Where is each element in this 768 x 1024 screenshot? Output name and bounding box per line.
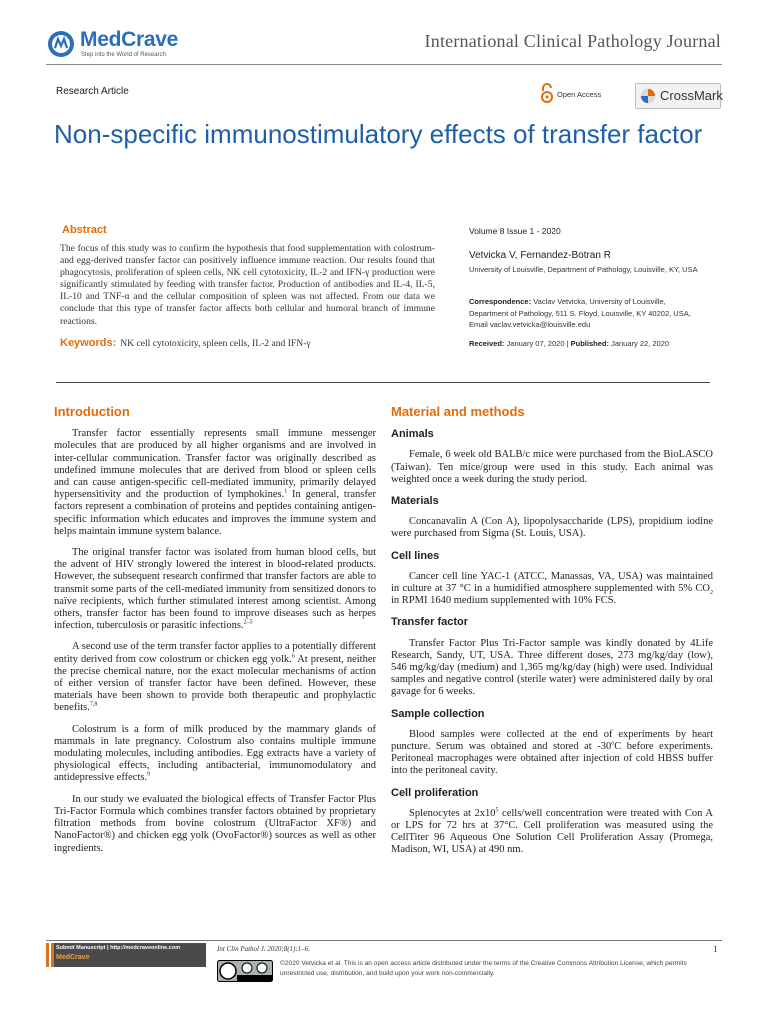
- materials-heading: Materials: [391, 495, 439, 508]
- published-date: January 22, 2020: [611, 339, 670, 348]
- authors: Vetvicka V, Fernandez-Botran R: [469, 250, 611, 261]
- date-separator: |: [566, 339, 569, 348]
- submit-manuscript-link[interactable]: [46, 943, 206, 967]
- logo-name: MedCrave: [80, 28, 178, 51]
- citation-ref[interactable]: 7,8: [89, 701, 98, 708]
- intro-paragraph-4: Colostrum is a form of milk produced by the mammary glands of mammals in late pregnancy. Colostrum also contains multiple immune modulating molecules, including antibodies. Egg extracts have a variety of physiological effects, including antibacterial, immunomodulatory and antidepressive effects.$^9$: [54, 723, 376, 784]
- sample-collection-heading: Sample collection: [391, 707, 485, 720]
- stripes-decoration: [46, 943, 54, 967]
- footer-logo: MedCrave: [56, 954, 90, 961]
- sample-collection-text: Blood samples were collected at the end of experiments by heart puncture. Serum was obtained and stored at -30$^o$C before experiments. Peritoneal macrophages were obtained after injection of cold HBSS buffer into the peritoneal cavity.: [391, 728, 713, 777]
- cell-proliferation-heading: Cell proliferation: [391, 786, 479, 799]
- abstract-text: The focus of this study was to confirm the hypothesis that food supplementation with colostrum- and egg-derived transfer factor can positively influence immune reaction. Our results found that phagocytosis, proliferation of spleen cells, NK cell cytotoxicity, IL-2 and IFN-γ production were significantly stimulated by feeding with transfer factor. Production of antibodies and IL-4, IL-5, IL-10 and TNF-α and the cellular composition of spleen was not affected. From our data we conclude that this type of transfer factor affects both cellular and humoral branch of immune reactions.: [60, 243, 435, 327]
- citation-ref[interactable]: 9: [147, 771, 151, 778]
- cell-proliferation-text: Splenocytes at $2x10^5$ cells/well concentration were treated with Con A or LPS for 72 hrs at 37°C. Cell proliferation was measured using the CellTiter 96 Aqueous One Solution Cell Proliferation Assay (Promega, Madison, WI, USA) at 490 nm.: [391, 807, 713, 856]
- animals-text: Female, 6 week old BALB/c mice were purchased from the BioLASCO (Taiwan). Ten mice/group were used in this study. Each animal was weighted once a week during the study period.: [391, 449, 713, 485]
- medcrave-logo[interactable]: [46, 27, 246, 67]
- logo-tagline: Step into the World of Research: [81, 52, 166, 58]
- citation-ref[interactable]: 2–5: [243, 619, 253, 626]
- citation-line: Int Clin Pathol J. 2020;8(1):1‒6.: [217, 945, 310, 953]
- intro-paragraph-5: In our study we evaluated the biological effects of Transfer Factor Plus Tri-Factor Formula which combines transfer factors obtained by proprietary filtration methods from bovine colostrum (UltraFactor XF®) and NanoFactor®) and chicken egg yolk (OvoFactor®) sources as well as other ingredients.: [54, 793, 376, 854]
- methods-heading: Material and methods: [391, 404, 525, 419]
- journal-title[interactable]: International Clinical Pathology Journal: [424, 31, 721, 51]
- crossmark-button[interactable]: [635, 83, 721, 109]
- correspondence-label: Correspondence:: [469, 297, 532, 306]
- crossmark-icon: [640, 88, 656, 104]
- received-date: January 07, 2020: [506, 339, 565, 348]
- dates: [469, 339, 669, 348]
- cell-lines-heading: Cell lines: [391, 549, 440, 562]
- intro-paragraph-1: Transfer factor essentially represents small immune messenger molecules that are produced by all higher organisms and are involved in inter-cellular communication. Transfer factor was originally described as undefined immune molecules that are derived from blood or spleen cells and can cause antigen-specific cell-mediated immunity, primarily delayed hypersensitivity and the production of lymphokines.$^1$ In general, transfer factors represent a combination of proteins and peptides containing antigen-specific information which educates and improves the immune system and helps maintain immune system balance.: [54, 428, 376, 537]
- transfer-factor-heading: Transfer factor: [391, 616, 469, 629]
- introduction-column: [54, 406, 376, 864]
- animals-heading: Animals: [391, 428, 434, 441]
- materials-text: Concanavalin A (Con A), lipopolysaccharide (LPS), propidium iodine were purchased from Sigma (St. Louis, USA).: [391, 516, 713, 540]
- open-access-badge[interactable]: [540, 82, 620, 104]
- intro-paragraph-2: The original transfer factor was isolated from human blood cells, but the advent of HIV strongly lowered the interest in blood-related products. However, the subsequent research confirmed that transfer factors are able to transmit some parts of the cell-mediated immunity from sensitized donors to naïve recipients, which further stimulated interest among scientist. Among others, transfer factor has been found to improve diseases such as herpes infection, tuberculosis or parasitic infections.$^{2-5}$: [54, 547, 376, 632]
- published-label: Published:: [570, 339, 609, 348]
- article-title: Non-specific immunostimulatory effects of transfer factor: [54, 119, 703, 149]
- section-divider: [56, 382, 710, 383]
- footer-divider: [46, 940, 722, 941]
- article-type: Research Article: [56, 86, 129, 97]
- keywords: [60, 337, 440, 349]
- header-divider: [46, 64, 722, 65]
- cell-lines-text: Cancer cell line YAC-1 (ATCC, Manassas, VA, USA) was maintained in culture at 37 °C in a humidified atmosphere supplemented with 5% $CO_2$ in RPMI 1640 medium supplemented with 10% FCS.: [391, 570, 713, 607]
- abstract-heading: Abstract: [62, 224, 107, 236]
- open-access-label: Open Access: [557, 90, 602, 99]
- citation-ref[interactable]: 6: [291, 653, 295, 660]
- page-number: 1: [713, 944, 718, 954]
- cc-by-nc-icon[interactable]: [217, 960, 273, 982]
- methods-column: [391, 406, 713, 866]
- keywords-list: NK cell cytotoxicity, spleen cells, IL-2 and IFN-γ: [120, 338, 311, 349]
- citation-ref[interactable]: 1: [284, 488, 288, 495]
- keywords-label: Keywords:: [60, 337, 117, 349]
- affiliation: University of Louisville, Department of Pathology, Louisville, KY, USA: [469, 265, 698, 274]
- transfer-factor-text: Transfer Factor Plus Tri-Factor sample was kindly donated by 4Life Research, Sandy, UT, USA. Three different doses, 273 mg/kg/day (low), 546 mg/kg/day (medium) and 1,365 mg/kg/day (high) were used. Individual samples and negative control (sterile water) were administered daily by oral gavage for 6 weeks.: [391, 637, 713, 698]
- volume-issue: Volume 8 Issue 1 - 2020: [469, 226, 561, 236]
- received-label: Received:: [469, 339, 505, 348]
- correspondence: [469, 296, 704, 331]
- crossmark-label: CrossMark: [660, 88, 723, 103]
- submit-manuscript-text: Submit Manuscript | http://medcraveonline.com: [56, 945, 181, 951]
- intro-paragraph-3: A second use of the term transfer factor applies to a potentially different entity derived from cow colostrum or chicken egg yolk.$^6$ At present, neither the precise chemical nature, nor the exact molecular mechanisms of action of either version of transfer factor have been defined. However, these materials have been shown to provide both therapeutic and prophylactic benefits.$^{7,8}$: [54, 641, 376, 714]
- license-text: ©2020 Vetvicka et al. This is an open access article distributed under the terms of the Creative Commons Attribution License, which permits unrestricted use, distribution, and build upon your work non-commercially.: [280, 960, 687, 977]
- medcrave-logo-icon: [46, 29, 76, 59]
- correspondence-text[interactable]: Vaclav Vetvicka, University of Louisville, Department of Pathology, 511 S. Floyd, Louisville, KY 40202, USA, Email vaclav.vetvicka@louisville.edu: [469, 297, 691, 330]
- introduction-heading: Introduction: [54, 404, 130, 419]
- open-access-icon: [540, 82, 554, 104]
